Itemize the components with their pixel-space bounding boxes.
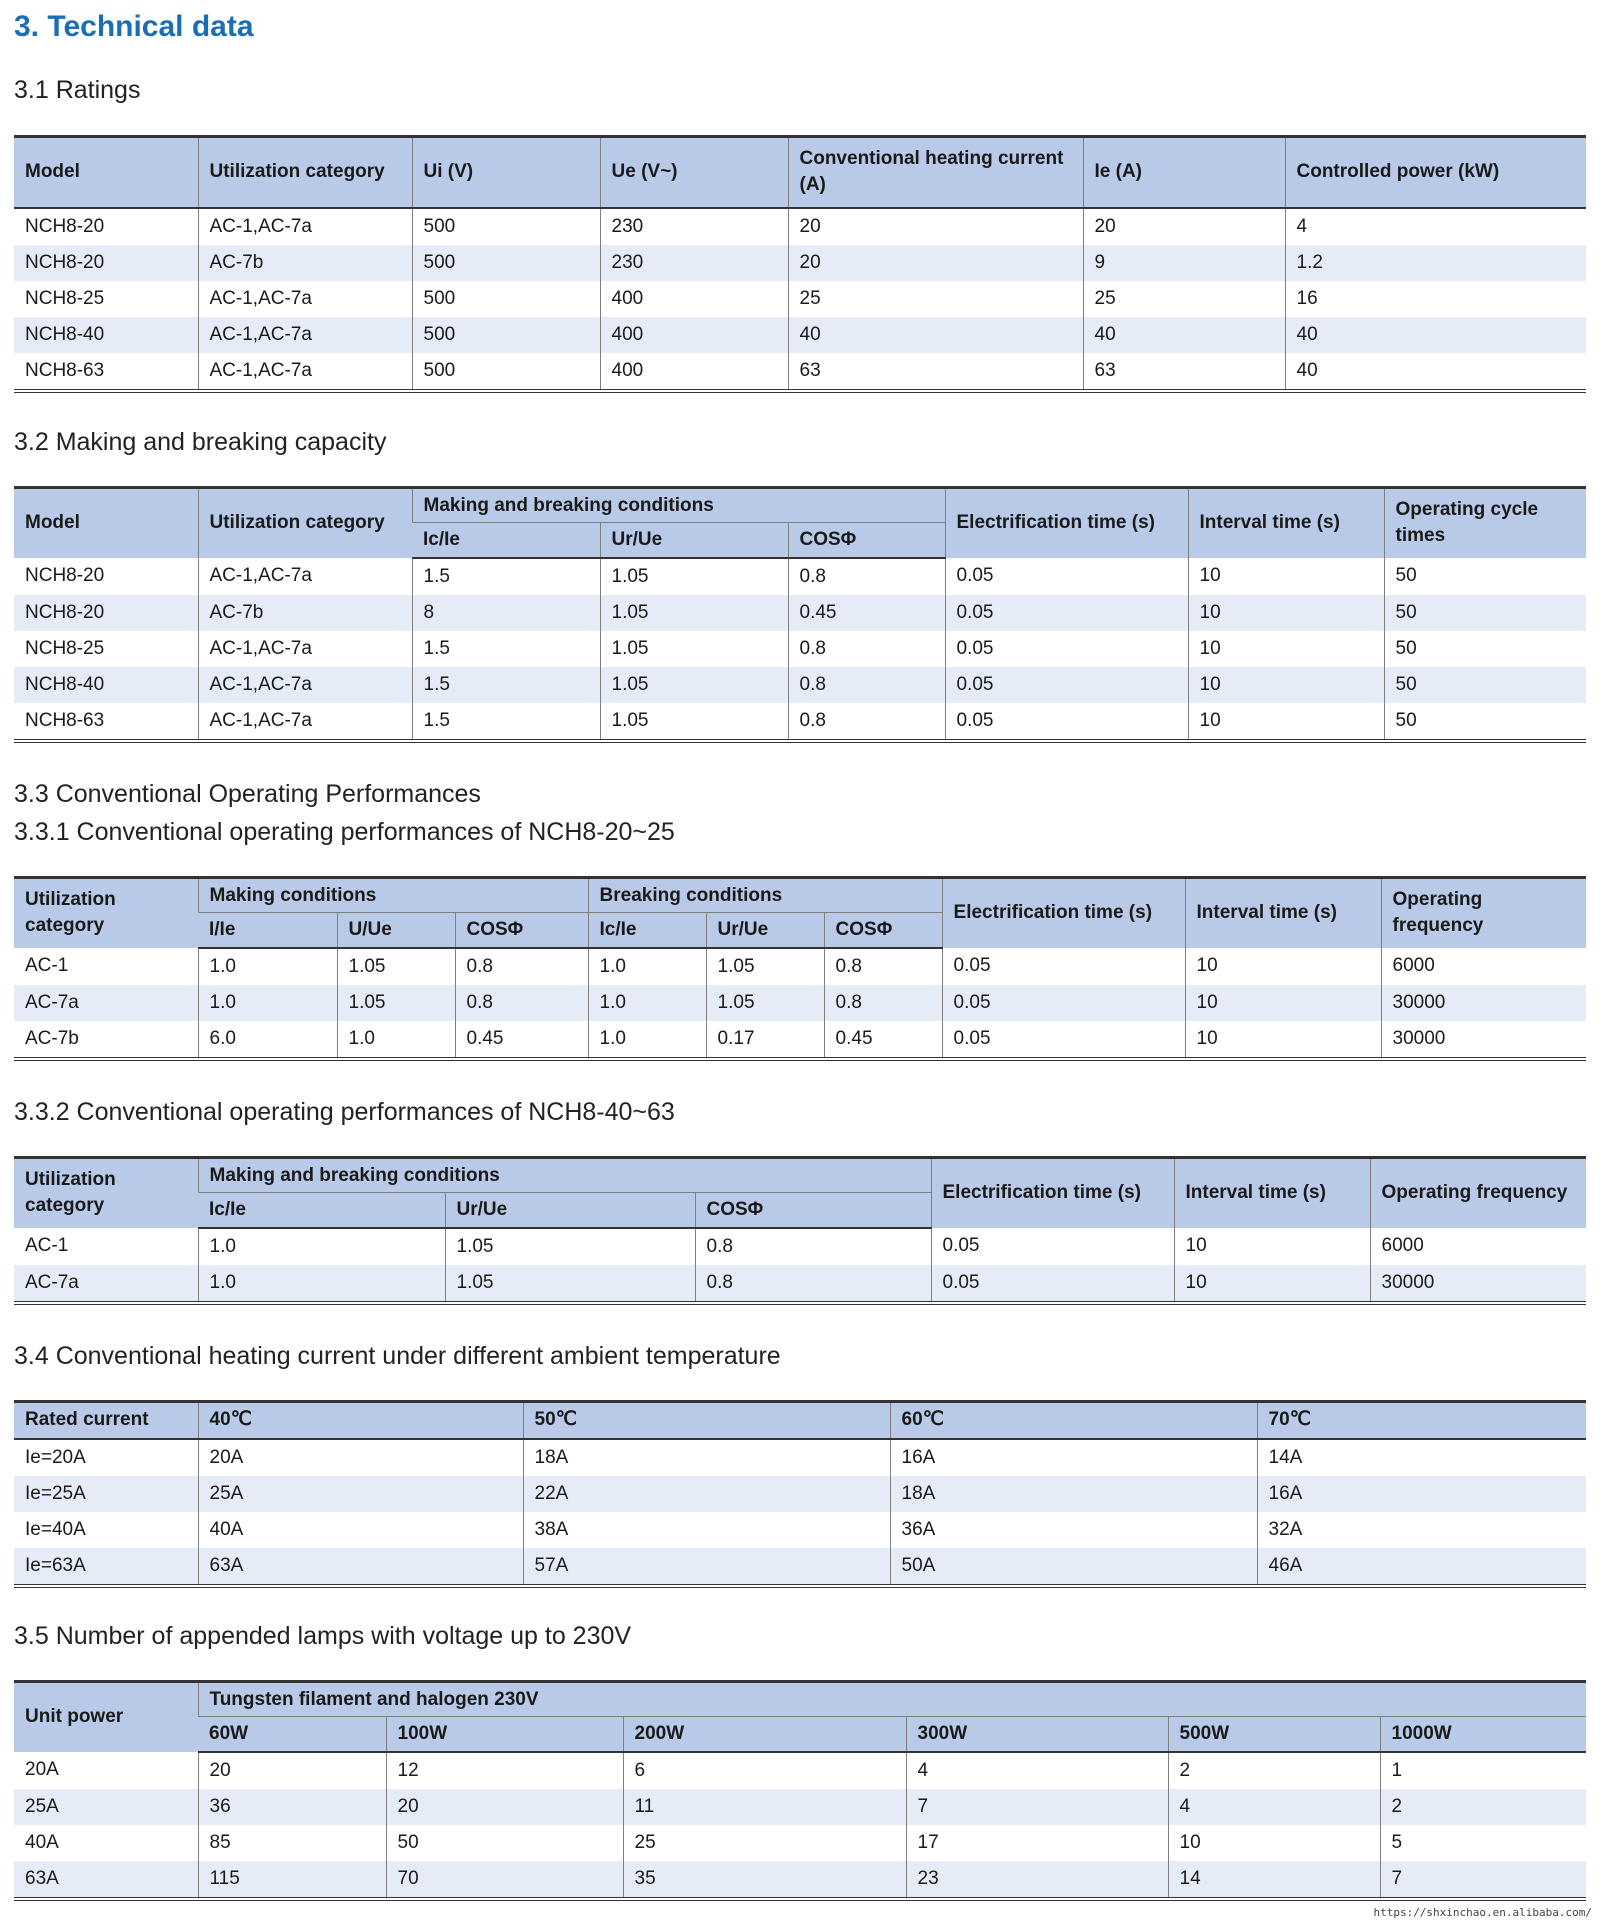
table-cell: 25	[623, 1825, 906, 1861]
header-cell: Electrification time (s)	[945, 488, 1188, 558]
table-cell: 16A	[1257, 1476, 1586, 1512]
table-cell: 11	[623, 1789, 906, 1825]
table-cell: 9	[1083, 245, 1285, 281]
table-cell: 0.8	[788, 667, 945, 703]
table-cell: 16A	[890, 1439, 1257, 1476]
header-cell: Unit power	[14, 1682, 198, 1752]
table-cell: Ie=40A	[25, 1518, 86, 1540]
table-cell: 50A	[890, 1548, 1257, 1586]
table-cell: 14	[1168, 1861, 1380, 1899]
subheader-cell: COSΦ	[455, 913, 588, 948]
table-cell: 7	[1380, 1861, 1586, 1899]
table-cell: 2	[1380, 1789, 1586, 1825]
table-cell: 30000	[1370, 1265, 1586, 1303]
table-cell: 35	[623, 1861, 906, 1899]
subheader-cell: Ic/Ie	[198, 1193, 445, 1228]
table-cell: 50	[1384, 558, 1586, 595]
header-cell: Utilization category	[14, 1158, 198, 1228]
performances-40-63-table	[14, 1156, 1586, 1305]
ratings-table	[14, 135, 1586, 393]
table-cell: 10	[1174, 1228, 1370, 1265]
table-cell: 25A	[198, 1476, 523, 1512]
header-cell: Breaking conditions	[588, 878, 942, 913]
table-cell: Ie=63A	[14, 1548, 198, 1586]
table-cell: 40	[1285, 353, 1586, 391]
table-cell: 6.0	[198, 1021, 337, 1059]
table-row	[14, 1021, 1586, 1059]
table-cell: NCH8-25	[25, 287, 105, 309]
header-cell: 60℃	[890, 1402, 1257, 1439]
table-row	[14, 948, 1586, 985]
making-breaking-table	[14, 486, 1586, 743]
table-cell: 1.0	[198, 985, 337, 1021]
table-cell: 500	[412, 208, 600, 245]
table-cell: AC-1,AC-7a	[198, 317, 412, 353]
table-cell: 50	[386, 1825, 623, 1861]
table-cell: 32A	[1257, 1512, 1586, 1548]
table-cell: 400	[600, 281, 788, 317]
table-cell: 5	[1380, 1825, 1586, 1861]
table-cell: 0.05	[942, 948, 1185, 985]
table-row	[14, 1861, 1586, 1899]
table-cell: 70	[386, 1861, 623, 1899]
table-cell: 8	[412, 595, 600, 631]
source-url: https://shxinchao.en.alibaba.com/	[1373, 1906, 1592, 1919]
table-cell: 85	[198, 1825, 386, 1861]
table-cell: 10	[1185, 948, 1381, 985]
table-cell: 400	[600, 317, 788, 353]
subheader-cell: I/Ie	[198, 913, 337, 948]
header-cell: 40℃	[198, 1402, 523, 1439]
table-cell: 1.05	[337, 985, 455, 1021]
table-cell: 50	[1384, 703, 1586, 741]
header-cell: Utilization category	[14, 878, 198, 948]
table-cell: 1.05	[706, 948, 824, 985]
subheader-cell: Ur/Ue	[706, 913, 824, 948]
table-cell: 57A	[523, 1548, 890, 1586]
table-cell: 20	[788, 208, 1083, 245]
subheader-cell: 500W	[1168, 1717, 1380, 1752]
table-row	[14, 631, 1586, 667]
table-cell: 1.05	[600, 595, 788, 631]
table-row	[14, 1265, 1586, 1303]
ratings-table-body	[14, 208, 1586, 391]
table-cell: 500	[412, 317, 600, 353]
table-cell: 10	[1185, 1021, 1381, 1059]
table-cell: 230	[600, 208, 788, 245]
table-row	[14, 1789, 1586, 1825]
table-cell: 6000	[1370, 1228, 1586, 1265]
table-cell: 0.8	[695, 1265, 931, 1303]
table-cell: 1.2	[1285, 245, 1586, 281]
table-cell: 4	[906, 1752, 1168, 1789]
table-cell: 6	[623, 1752, 906, 1789]
section-heading-performances-40-63: 3.3.2 Conventional operating performances of NCH8-40~63	[14, 1098, 675, 1126]
table-row	[14, 1752, 1586, 1789]
table-cell: 1.05	[445, 1265, 695, 1303]
table-cell: 25	[1083, 281, 1285, 317]
table-row	[14, 245, 1586, 281]
table-cell: 0.05	[945, 631, 1188, 667]
table-cell: 30000	[1381, 985, 1586, 1021]
table-cell: 1.0	[198, 1228, 445, 1265]
table-cell: AC-1,AC-7a	[198, 558, 412, 595]
table-row	[14, 667, 1586, 703]
table-cell: 20A	[25, 1759, 59, 1780]
table-cell: 7	[906, 1789, 1168, 1825]
table-cell: 1.0	[198, 1265, 445, 1303]
table-cell: 0.17	[706, 1021, 824, 1059]
table-cell: AC-1,AC-7a	[198, 208, 412, 245]
header-cell: Operating cycle times	[1384, 488, 1586, 558]
table-cell: 40	[1285, 317, 1586, 353]
table-row	[14, 1439, 1586, 1476]
table-cell: 10	[1188, 703, 1384, 741]
table-cell: 50	[1384, 631, 1586, 667]
table-cell: AC-1,AC-7a	[198, 631, 412, 667]
header-cell: Model	[14, 137, 198, 208]
table-cell: 4	[1285, 208, 1586, 245]
table-cell: 40	[788, 317, 1083, 353]
header-cell: Ie (A)	[1083, 137, 1285, 208]
table-cell: 1.0	[198, 948, 337, 985]
header-cell: Electrification time (s)	[931, 1158, 1174, 1228]
subheader-cell: 300W	[906, 1717, 1168, 1752]
table-cell: 1.5	[412, 703, 600, 741]
table-cell: 17	[906, 1825, 1168, 1861]
table-cell: 20	[198, 1752, 386, 1789]
subheader-cell: 100W	[386, 1717, 623, 1752]
header-cell: Interval time (s)	[1174, 1158, 1370, 1228]
table-cell: 1.0	[588, 948, 706, 985]
table-cell: 50	[1384, 595, 1586, 631]
table-cell: 0.8	[788, 703, 945, 741]
performances-40-63-table-body	[14, 1228, 1586, 1303]
table-cell: 12	[386, 1752, 623, 1789]
table-cell: NCH8-20	[14, 245, 198, 281]
table-cell: 1.05	[600, 558, 788, 595]
table-cell: 1.05	[600, 631, 788, 667]
table-row	[14, 1228, 1586, 1265]
table-row	[14, 1825, 1586, 1861]
section-heading-heating-current: 3.4 Conventional heating current under different ambient temperature	[14, 1342, 781, 1370]
table-cell: 0.8	[788, 558, 945, 595]
table-cell: NCH8-63	[14, 703, 198, 741]
page-title: 3. Technical data	[14, 10, 254, 43]
header-cell: 70℃	[1257, 1402, 1586, 1439]
table-cell: 0.05	[931, 1265, 1174, 1303]
appended-lamps-table-body	[14, 1752, 1586, 1899]
subheader-cell: 60W	[198, 1717, 386, 1752]
table-cell: 23	[906, 1861, 1168, 1899]
header-cell: 50℃	[523, 1402, 890, 1439]
table-cell: 0.45	[824, 1021, 942, 1059]
table-cell: 1.0	[588, 985, 706, 1021]
table-cell: 20	[1083, 208, 1285, 245]
table-cell: AC-1,AC-7a	[198, 281, 412, 317]
table-row	[14, 703, 1586, 741]
table-cell: 36	[198, 1789, 386, 1825]
heating-current-table-body	[14, 1439, 1586, 1586]
header-cell: Tungsten filament and halogen 230V	[198, 1682, 1586, 1717]
table-cell: 0.05	[942, 1021, 1185, 1059]
table-cell: AC-7a	[14, 1265, 198, 1303]
table-row	[14, 985, 1586, 1021]
table-cell: 0.05	[945, 703, 1188, 741]
making-breaking-table-body	[14, 558, 1586, 741]
subheader-cell: COSΦ	[824, 913, 942, 948]
subheader-cell: COSΦ	[695, 1193, 931, 1228]
table-cell: NCH8-63	[14, 353, 198, 391]
header-cell: Making and breaking conditions	[198, 1158, 931, 1193]
table-cell: 10	[1188, 667, 1384, 703]
header-cell: Utilization category	[198, 137, 412, 208]
table-cell: 115	[198, 1861, 386, 1899]
header-cell: Rated current	[14, 1402, 198, 1439]
header-cell: Operating frequency	[1370, 1158, 1586, 1228]
table-cell: AC-7b	[198, 245, 412, 281]
table-cell: NCH8-20	[25, 215, 105, 237]
table-cell: NCH8-40	[14, 667, 198, 703]
heating-current-table	[14, 1400, 1586, 1588]
table-row	[14, 1476, 1586, 1512]
table-cell: 0.05	[942, 985, 1185, 1021]
table-cell: 4	[1168, 1789, 1380, 1825]
table-cell: 0.8	[824, 948, 942, 985]
table-cell: 40A	[198, 1512, 523, 1548]
table-cell: 1.5	[412, 558, 600, 595]
table-cell: 0.8	[455, 985, 588, 1021]
table-cell: AC-1,AC-7a	[198, 667, 412, 703]
table-cell: NCH8-25	[25, 637, 105, 659]
table-cell: 10	[1188, 595, 1384, 631]
table-cell: NCH8-40	[14, 317, 198, 353]
subheader-cell: 1000W	[1380, 1717, 1586, 1752]
section-heading-operating-performances: 3.3 Conventional Operating Performances	[14, 780, 481, 808]
table-cell: 20	[386, 1789, 623, 1825]
table-cell: 0.45	[788, 595, 945, 631]
table-cell: Ie=20A	[25, 1446, 86, 1468]
table-cell: 18A	[523, 1439, 890, 1476]
table-cell: 1.05	[600, 667, 788, 703]
table-cell: 63	[1083, 353, 1285, 391]
header-cell: Electrification time (s)	[942, 878, 1185, 948]
table-cell: 0.05	[945, 595, 1188, 631]
table-cell: 500	[412, 281, 600, 317]
table-row	[14, 1548, 1586, 1586]
subheader-cell: Ur/Ue	[600, 523, 788, 558]
table-cell: 0.8	[824, 985, 942, 1021]
header-cell: Utilization category	[198, 488, 412, 558]
table-cell: 500	[412, 353, 600, 391]
table-cell: 1	[1380, 1752, 1586, 1789]
table-cell: NCH8-20	[25, 565, 105, 586]
table-cell: 30000	[1381, 1021, 1586, 1059]
table-cell: 0.45	[455, 1021, 588, 1059]
table-row	[14, 595, 1586, 631]
table-cell: 36A	[890, 1512, 1257, 1548]
table-cell: 1.5	[412, 631, 600, 667]
table-cell: 38A	[523, 1512, 890, 1548]
subheader-cell: COSΦ	[788, 523, 945, 558]
table-cell: AC-7b	[198, 595, 412, 631]
section-heading-ratings: 3.1 Ratings	[14, 76, 141, 104]
table-row	[14, 281, 1586, 317]
table-cell: NCH8-20	[14, 595, 198, 631]
header-cell: Model	[14, 488, 198, 558]
table-cell: 14A	[1257, 1439, 1586, 1476]
header-cell: Controlled power (kW)	[1285, 137, 1586, 208]
table-row	[14, 353, 1586, 391]
table-cell: 500	[412, 245, 600, 281]
table-cell: 18A	[890, 1476, 1257, 1512]
table-cell: AC-1	[25, 955, 69, 976]
table-row	[14, 317, 1586, 353]
table-cell: 10	[1174, 1265, 1370, 1303]
table-cell: 0.05	[945, 667, 1188, 703]
table-cell: 20A	[198, 1439, 523, 1476]
table-cell: 1.05	[600, 703, 788, 741]
table-cell: 230	[600, 245, 788, 281]
table-cell: 20	[788, 245, 1083, 281]
table-row	[14, 1512, 1586, 1548]
header-cell: Ue (V~)	[600, 137, 788, 208]
section-heading-performances-20-25: 3.3.1 Conventional operating performances of NCH8-20~25	[14, 818, 675, 846]
table-cell: 25	[788, 281, 1083, 317]
appended-lamps-table	[14, 1680, 1586, 1901]
table-cell: 1.5	[412, 667, 600, 703]
table-cell: 0.05	[931, 1228, 1174, 1265]
header-cell: Interval time (s)	[1188, 488, 1384, 558]
header-cell: Operating frequency	[1381, 878, 1586, 948]
table-cell: AC-1	[25, 1235, 69, 1256]
header-cell: Ui (V)	[412, 137, 600, 208]
table-row	[14, 208, 1586, 245]
table-cell: 0.8	[695, 1228, 931, 1265]
header-cell: Making and breaking conditions	[412, 488, 945, 523]
subheader-cell: 200W	[623, 1717, 906, 1752]
table-cell: 6000	[1381, 948, 1586, 985]
table-cell: 22A	[523, 1476, 890, 1512]
subheader-cell: Ur/Ue	[445, 1193, 695, 1228]
table-cell: 0.8	[455, 948, 588, 985]
table-cell: 25A	[14, 1789, 198, 1825]
table-cell: 63	[788, 353, 1083, 391]
table-cell: 0.05	[945, 558, 1188, 595]
table-cell: 63A	[198, 1548, 523, 1586]
header-cell: Making conditions	[198, 878, 588, 913]
table-cell: 1.05	[706, 985, 824, 1021]
table-cell: 10	[1188, 558, 1384, 595]
section-heading-appended-lamps: 3.5 Number of appended lamps with voltage up to 230V	[14, 1622, 632, 1650]
table-cell: 1.0	[337, 1021, 455, 1059]
table-cell: AC-1,AC-7a	[198, 703, 412, 741]
table-cell: 10	[1188, 631, 1384, 667]
table-cell: 63A	[14, 1861, 198, 1899]
table-cell: 16	[1285, 281, 1586, 317]
table-cell: 40	[1083, 317, 1285, 353]
table-cell: AC-1,AC-7a	[198, 353, 412, 391]
section-heading-making-breaking: 3.2 Making and breaking capacity	[14, 428, 387, 456]
table-cell: 1.0	[588, 1021, 706, 1059]
performances-20-25-table	[14, 876, 1586, 1061]
subheader-cell: Ic/Ie	[412, 523, 600, 558]
table-cell: 0.8	[788, 631, 945, 667]
table-row	[14, 558, 1586, 595]
table-cell: 10	[1185, 985, 1381, 1021]
table-cell: 1.05	[445, 1228, 695, 1265]
table-cell: 2	[1168, 1752, 1380, 1789]
table-cell: 46A	[1257, 1548, 1586, 1586]
table-cell: AC-7a	[14, 985, 198, 1021]
table-cell: 400	[600, 353, 788, 391]
table-cell: 10	[1168, 1825, 1380, 1861]
table-cell: Ie=25A	[14, 1476, 198, 1512]
subheader-cell: Ic/Ie	[588, 913, 706, 948]
table-cell: AC-7b	[14, 1021, 198, 1059]
table-cell: 50	[1384, 667, 1586, 703]
table-cell: 1.05	[337, 948, 455, 985]
table-cell: 40A	[25, 1831, 59, 1853]
header-cell: Conventional heating current (A)	[788, 137, 1083, 208]
header-cell: Interval time (s)	[1185, 878, 1381, 948]
subheader-cell: U/Ue	[337, 913, 455, 948]
performances-20-25-table-body	[14, 948, 1586, 1059]
